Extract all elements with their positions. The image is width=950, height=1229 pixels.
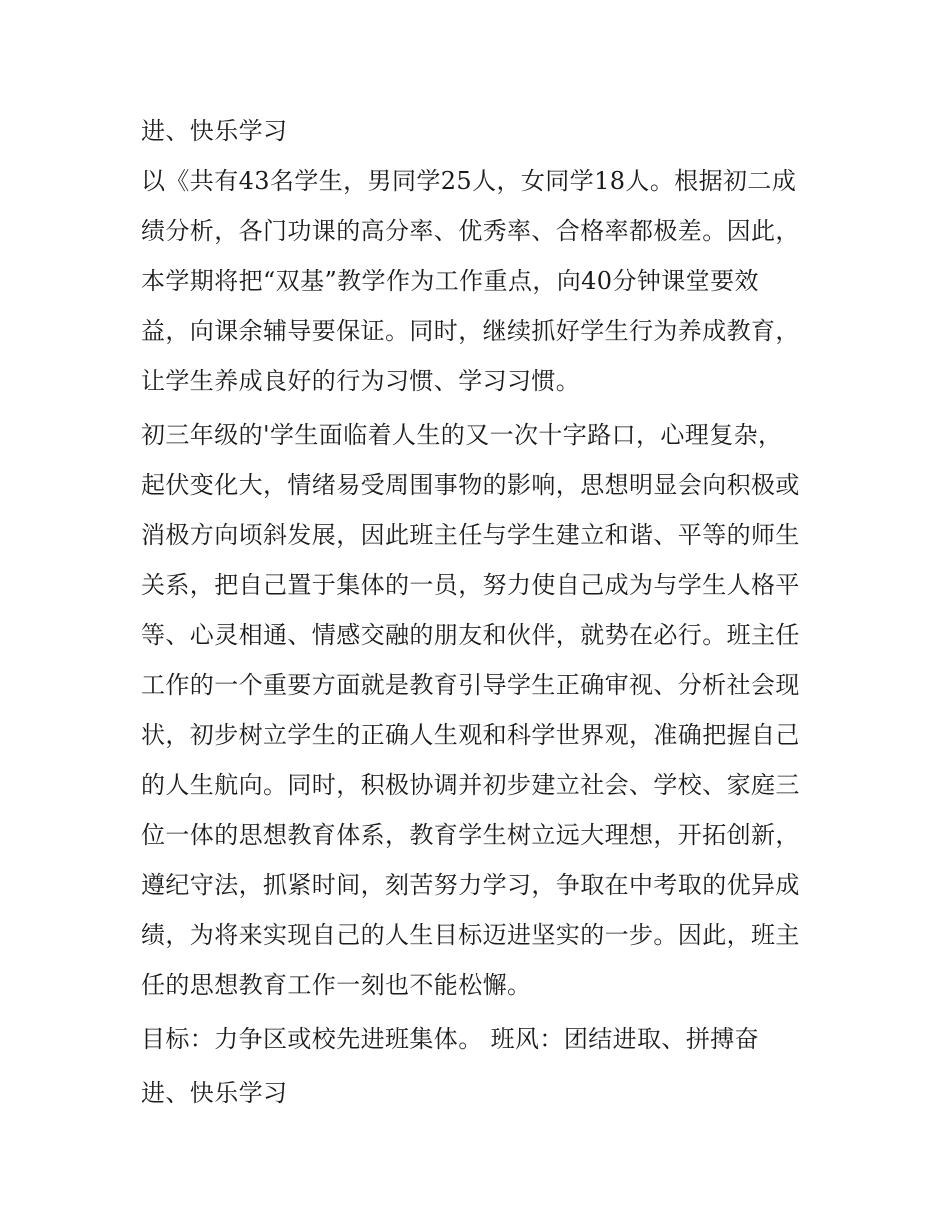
text-line: 让学生养成良好的行为习惯、学习习惯。 bbox=[141, 367, 581, 395]
text-line: 本学期将把“双基”教学作为工作重点，向40分钟课堂要效 bbox=[141, 267, 759, 295]
text-line: 等、心灵相通、情感交融的朋友和伙伴，就势在必行。班主任 bbox=[141, 621, 800, 649]
text-line: 关系，把自己置于集体的一员，努力使自己成为与学生人格平 bbox=[141, 571, 800, 599]
text-line: 状，初步树立学生的正确人生观和科学世界观，准确把握自己 bbox=[141, 721, 800, 749]
text-line: 绩，为将来实现自己的人生目标迈进坚实的一步。因此，班主 bbox=[141, 921, 800, 949]
text-line: 绩分析，各门功课的高分率、优秀率、合格率都极差。因此， bbox=[141, 217, 800, 245]
text-line: 进、快乐学习 bbox=[141, 117, 288, 145]
text-line: 位一体的思想教育体系，教育学生树立远大理想，开拓创新， bbox=[141, 821, 800, 849]
text-line: 进、快乐学习 bbox=[141, 1079, 288, 1107]
text-line: 初三年级的'学生面临着人生的又一次十字路口，心理复杂， bbox=[141, 421, 783, 449]
text-line: 的人生航向。同时，积极协调并初步建立社会、学校、家庭三 bbox=[141, 771, 800, 799]
text-line: 遵纪守法，抓紧时间，刻苦努力学习，争取在中考取的优异成 bbox=[141, 871, 800, 899]
text-line: 起伏变化大，情绪易受周围事物的影响，思想明显会向积极或 bbox=[141, 471, 800, 499]
text-line: 益，向课余辅导要保证。同时，继续抓好学生行为养成教育， bbox=[141, 317, 800, 345]
text-line: 消极方向顷斜发展，因此班主任与学生建立和谐、平等的师生 bbox=[141, 521, 800, 549]
text-line: 目标：力争区或校先进班集体。 班风：团结进取、拼搏奋 bbox=[141, 1025, 760, 1053]
text-line: 工作的一个重要方面就是教育引导学生正确审视、分析社会现 bbox=[141, 671, 800, 699]
text-line: 任的思想教育工作一刻也不能松懈。 bbox=[141, 971, 532, 999]
text-line: 以《共有43名学生，男同学25人，女同学18人。根据初二成 bbox=[141, 167, 797, 195]
